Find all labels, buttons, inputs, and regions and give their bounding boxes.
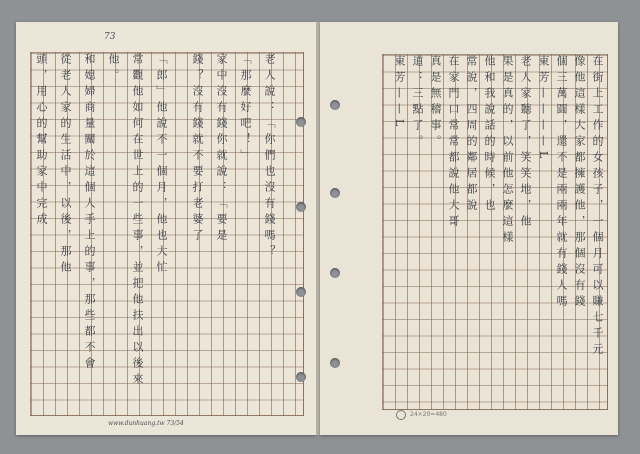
left-manuscript-page xyxy=(16,22,316,435)
text-column: 「郎」他說不一個月，他也大忙 xyxy=(155,53,168,277)
text-column: 道：三點了。 xyxy=(411,55,424,151)
text-column: 在家門口常常都說他大哥 xyxy=(447,55,460,231)
text-column: 老人說：「你們也沒有錢嗎？ xyxy=(263,53,276,261)
binder-hole xyxy=(296,287,306,297)
text-column: 「那麼好吧！」 xyxy=(239,53,252,165)
text-column: 像他這樣大家都擁護他，那個沒有錢 xyxy=(573,55,586,311)
binder-hole xyxy=(330,100,340,110)
manuscript-grid-right xyxy=(382,54,608,410)
text-column: 東芳————L xyxy=(537,55,550,164)
text-column: 個三萬圓，還不是兩兩年就有錢人嗎 xyxy=(555,55,568,311)
text-column: 他。 xyxy=(107,53,120,85)
text-column: 和媳婦商量關於這個人手上的事，那些都不會 xyxy=(83,53,96,373)
binder-hole xyxy=(330,188,340,198)
text-column: 東芳——L xyxy=(393,55,406,132)
page-number: 73 xyxy=(104,32,116,42)
text-column: 錢？沒有錢就不要打老婆了 xyxy=(191,53,204,245)
manuscript-grid-left xyxy=(30,52,304,416)
manuscript-logo-icon xyxy=(396,410,406,420)
text-column: 從老人家的生活中，以後，那他 xyxy=(59,53,72,277)
text-column: 果是真的，以前他怎麼這樣 xyxy=(501,55,514,247)
text-column: 常觀他如何在世上的一些事，並把他扶出以後來 xyxy=(131,53,144,389)
text-column: 真是無稽事。 xyxy=(429,55,442,151)
binder-hole xyxy=(296,372,306,382)
text-column: 家中沒有錢你就說：「要是 xyxy=(215,53,228,245)
text-column: 老人家聽了，笑笑地，他 xyxy=(519,55,532,231)
binder-hole xyxy=(330,358,340,368)
text-column: 在街上工作的女孩子，一個月可以賺七千元 xyxy=(591,55,604,359)
paper-format-label: 24×20=480 xyxy=(410,411,447,418)
right-manuscript-page xyxy=(320,22,618,435)
binder-hole xyxy=(296,202,306,212)
text-column: 頭，用心的幫助家中完成 xyxy=(35,53,48,229)
text-column: 他和我說話的時候，也 xyxy=(483,55,496,215)
binder-hole xyxy=(330,268,340,278)
binder-hole xyxy=(296,117,306,127)
footnote: www.dunhuang.tw 73/54 xyxy=(108,420,184,427)
text-column: 常說，四周的鄰居都說 xyxy=(465,55,478,215)
